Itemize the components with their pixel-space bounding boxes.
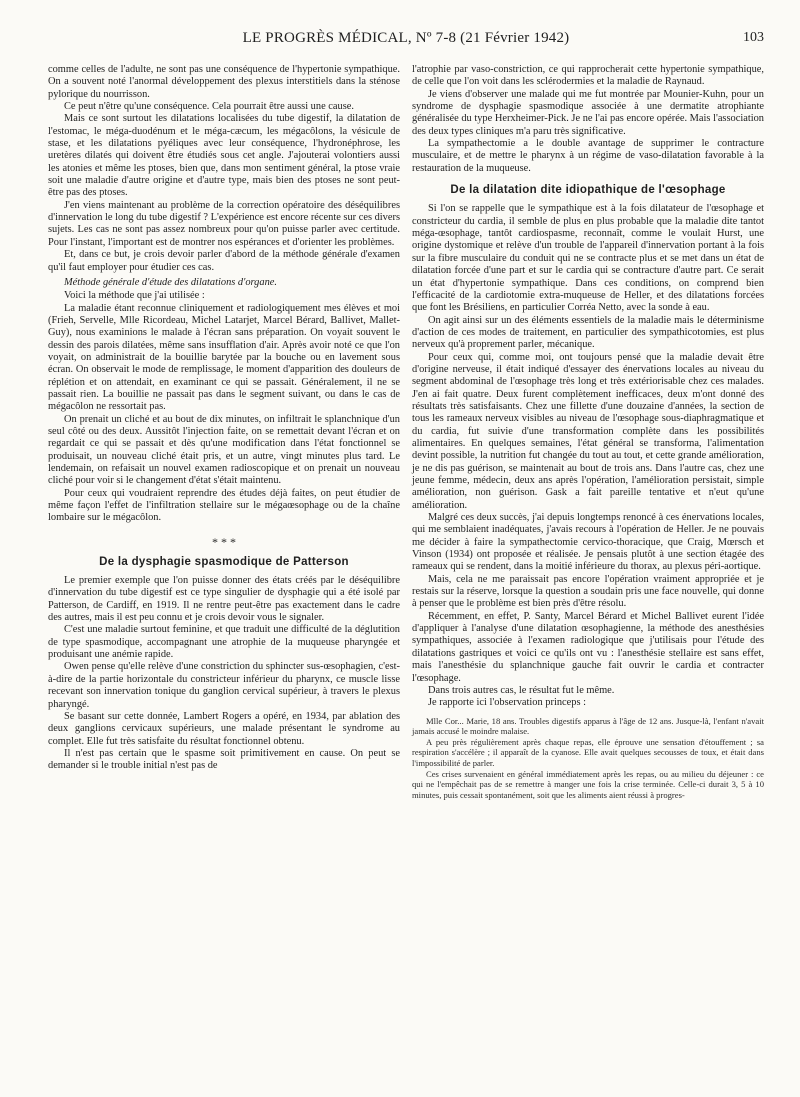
section-heading: De la dysphagie spasmodique de Patterson: [99, 555, 349, 568]
page-header: [48, 30, 764, 50]
paragraph: Il n'est pas certain que le spasme soit primitivement en cause. On peut se demander si le trouble initial n'est pas de: [48, 747, 400, 772]
paragraph: Récemment, en effet, P. Santy, Marcel Bérard et Michel Ballivet eurent l'idée d'appliquer à l'analyse d'une dilatation œsophagienne, la méthode des anesthésies sympathiques, associée à l'examen radiologique que j'utilisais pour l'étude des dilatations gastriques et voici ce qu'ils ont vu : l'anesthésie stellaire est sans effet, mais l'anesthésie du splanchnique gauche fait ouvrir le cardia et contracter l'œsophage.: [412, 610, 764, 684]
case-paragraph: A peu près régulièrement après chaque repas, elle éprouve une sensation d'étouffement ; sa respiration s'accélère ; il apparaît de la cyanose. Elle avait quelques secousses de toux, et était dans l'impossibilité de parler.: [412, 736, 764, 768]
paragraph: Et, dans ce but, je crois devoir parler d'abord de la méthode générale d'examen qu'il faut employer pour étudier ces cas.: [48, 249, 400, 273]
case-report: [412, 716, 764, 801]
paragraph: C'est une maladie surtout feminine, et que traduit une difficulté de la déglutition de type spasmodique, accompagnant une atrophie de la muqueuse pharyngée et produisant une anémie rapide.: [48, 624, 400, 661]
left-column: [48, 64, 400, 773]
paragraph: Ce peut n'être qu'une conséquence. Cela pourrait être aussi une cause.: [64, 101, 354, 113]
right-column: [412, 64, 764, 800]
paragraph: La maladie étant reconnue cliniquement et radiologiquement mes élèves et moi (Frieh, Servelle, Mlle Ricordeau, Michel Latarjet, Marcel Bérard, Ballivet, Mallet-Guy), nous examinions le malade à l'écran sans préparation. On voyait souvent le dessin des parois dilatées, même sans insufflation d'air. Après avoir noté ce que l'on voyait, on administrait de la bouillie barytée par la bouche ou en lavement sous écran. On observait le mode de remplissage, le moment d'apparition des douleurs de réplétion et on attendait, en examinant ce qui se passait. Généralement, il ne se passait rien. La bouillie ne passait pas dans le segment suivant, ou dans le cas de mégacôlon ne ressortait pas.: [48, 302, 400, 413]
case-paragraph: Mlle Cor... Marie, 18 ans. Troubles digestifs apparus à l'âge de 12 ans. Jusque-là, l'enfant n'avait jamais accusé le moindre malaise.: [412, 715, 764, 737]
journal-title: LE PROGRÈS MÉDICAL, Nº 7-8 (21 Février 1942): [242, 30, 570, 46]
paragraph: Le premier exemple que l'on puisse donner des états créés par le déséquilibre d'innervation du tube digestif est ce type singulier de dysphagie qui a été isolé par Patterson, de Cardiff, en 1919. Il ne rentre peut-être pas exactement dans le cadre des autres, mais il est peu connu et je crois devoir vous le signaler.: [48, 575, 400, 624]
section-heading: De la dilatation dite idiopathique de l'œsophage: [450, 184, 726, 197]
page-number: 103: [743, 30, 764, 45]
paragraph: Voici la méthode que j'ai utilisée :: [64, 290, 205, 302]
paragraph: Owen pense qu'elle relève d'une constriction du sphincter sus-œsophagien, c'est-à-dire de la partie horizontale du constricteur inférieur du pharynx, ce muscle lisse recevant son innervation tonique du ganglion cervical supérieur, à travers le plexus pharyngé.: [48, 661, 400, 710]
paragraph: Pour ceux qui, comme moi, ont toujours pensé que la maladie devait être d'origine nerveuse, il était indiqué d'essayer des énervations locales au niveau du segment abdominal de l'œsophage très long et très extériorisable chez ces malades. J'en ai fait quatre. Deux furent complètement inefficaces, deux m'ont donné des résultats très satisfaisants. Chez une fillette d'une douzaine d'années, la section de tous les rameaux nerveux visibles au niveau de l'œsophage sous-diaphragmatique et du cardia, fut suivie d'une transformation complète dans les possibilités alimentaires. En quelques semaines, l'état général se transforma, l'alimentation devint possible, la nutrition fut changée du tout au tout, et cette grande amélioration, je ne dis pas guérison, se maintenait au bout de trois ans. Dans l'autre cas, chez une jeune femme, médecin, deux ans après l'opération, l'amélioration persistait, simple amélioration, non guérison. Gask a fait pareille tentative et n'eut qu'une amélioration.: [412, 351, 764, 511]
section-subheading: Méthode générale d'étude des dilatations d'organe.: [64, 276, 277, 288]
paragraph: l'atrophie par vaso-constriction, ce qui rapprocherait cette hypertonie sympathique, de celle que l'on voit dans les sclérodermies et la maladie de Raynaud.: [412, 64, 764, 88]
paragraph: Je viens d'observer une malade qui me fut montrée par Mounier-Kuhn, pour un syndrome de dysphagie spasmodique associée à une dermatite atrophiante généralisée du type Herxheimer-Pick. Je ne l'ai pas encore opérée. Mais l'association des deux types cliniques m'a paru très significative.: [412, 88, 764, 137]
paragraph: Mais ce sont surtout les dilatations localisées du tube digestif, la dilatation de l'estomac, le méga-duodénum et le méga-cæcum, les mégacôlons, la vésicule de stase, et les dilatations pyéliques avec leur conséquence, l'hydronéphrose, les uretères dilatés qui doivent être étudiés sous cet angle. J'ajouterai volontiers aussi les atonies et même les ptoses, bien que, dans mon sentiment général, la ptose vraie soit une maladie d'autre origine et d'autre type, mais bien des ptoses ne sont peut-être pas des ptoses.: [48, 113, 400, 199]
paragraph: Mais, cela ne me paraissait pas encore l'opération vraiment appropriée et je restais sur la réserve, lorsque la question a soudain pris une face nouvelle, qui donne à penser que le problème est bien près d'être résolu.: [412, 573, 764, 610]
paragraph: Pour ceux qui voudraient reprendre des études déjà faites, on peut étudier de même façon l'effet de l'infiltration stellaire sur le mégaœsophage ou de la chaîne lombaire sur le mégacôlon.: [48, 487, 400, 524]
paragraph: Se basant sur cette donnée, Lambert Rogers a opéré, en 1934, par ablation des deux ganglions cervicaux supérieurs, une malade présentant le syndrome au complet. Elle fut très satisfaite du résultat fonctionnel obtenu.: [48, 710, 400, 747]
paragraph: La sympathectomie a le double avantage de supprimer le contracture musculaire, et de mettre le pharynx à un régime de vaso-dilatation favorable à la restauration de la muqueuse.: [412, 138, 764, 174]
paragraph: On agit ainsi sur un des éléments essentiels de la maladie mais le déterminisme d'action de ces modes de traitement, en particulier des sympathicotomies, est plus nerveux qu'à proprement parler, mécanique.: [412, 314, 764, 351]
paragraph: Dans trois autres cas, le résultat fut le même.: [428, 684, 615, 696]
case-paragraph: Ces crises survenaient en général immédiatement après les repas, ou au milieu du déjeuner : ce qui ne l'empêchait pas de se remettre à manger une fois la crise terminée. Celle-ci durait 3, 5 à 10 minutes, puis cessait spontanément, soit que les aliments aient réussi à progres-: [412, 768, 764, 800]
paragraph: J'en viens maintenant au problème de la correction opératoire des déséquilibres d'innervation le long du tube digestif ? L'expérience est encore récente sur ces divers sujets. Les cas ne sont pas assez nombreux pour qu'on puisse parler avec certitude. Pour l'instant, l'important est de montrer nos espérances et d'orienter les problèmes.: [48, 199, 400, 248]
paragraph: Malgré ces deux succès, j'ai depuis longtemps renoncé à ces énervations locales, qui me semblaient inadéquates, j'avais recours à l'opération de Heller. Je ne pouvais me décider à faire la sympathectomie cervico-thoracique, que Craig, Mœrsch et Vinson (1934) ont proposée et réalisée. Je pensais plutôt à une section étagée des rameaux qui se rendent, dans la moitié inférieure du thorax, au plexus péri-aortique.: [412, 512, 764, 573]
paragraph: Je rapporte ici l'observation princeps :: [428, 697, 586, 709]
paragraph: On prenait un cliché et au bout de dix minutes, on infiltrait le splanchnique d'un seul côté ou des deux. Aussitôt l'injection faite, on se remettait devant l'écran et on regardait ce qui se passait et dès qu'une modification dans l'état fonctionnel se produisait, un nouveau cliché était pris, et un autre, vingt minutes plus tard. Le lendemain, on refaisait un nouvel examen radioscopique et on prenait un nouveau cliché pour voir si le changement d'état s'était maintenu.: [48, 413, 400, 487]
section-separator: * * *: [212, 534, 236, 549]
paragraph: Si l'on se rappelle que le sympathique est à la fois dilatateur de l'œsophage et constricteur du cardia, il semble de plus en plus probable que la maladie dite tantot méga-œsophage, tantôt cardiospasme, reconnaît, comme le voulait Hurst, une origine dystomique et relève d'un trouble de l'appareil d'innervation portant à la fois sur la fibre musculaire du conduit qui ne se contracte plus et se met dans un état de dilatation forcée d'une part et sur le cardia qui se contracture d'autre part. Ce serait un état d'hypertonie sympathique. Dans ces conditions, on comprend bien l'efficacité de la cardiotomie extra-muqueuse de Heller, et des dilatations forcées que font les Brésiliens, en particulier Corréa Netto, avec la sonde à eau.: [412, 203, 764, 314]
paragraph: comme celles de l'adulte, ne sont pas une conséquence de l'hypertonie sympathique. On a souvent noté l'anormal développement des plexus interstitiels dans la sténose pylorique du nourrisson.: [48, 64, 400, 100]
